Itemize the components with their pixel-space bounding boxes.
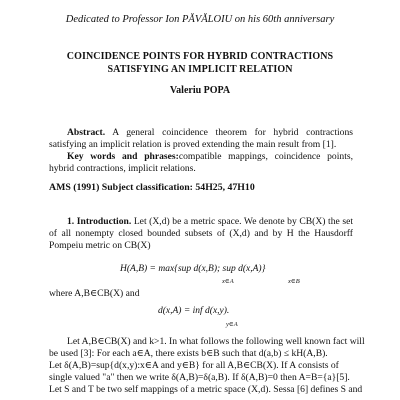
eq1-subscript-2: x∈B [288,278,300,285]
body-line-1: Let A,B∈CB(X) and k>1. In what follows the following well known fact will [67,336,365,347]
abstract-paragraph [49,127,353,151]
introduction-paragraph [49,216,353,252]
body-line-3: Let δ(A,B)=sup{d(x,y):x∈A and y∈B} for all A,B∈CB(X). If A consists of [49,360,339,371]
title-line-1: COINCIDENCE POINTS FOR HYBRID CONTRACTIONS [66,51,334,62]
keywords-paragraph [49,151,353,175]
body-line-4: single valued "a" then we write δ(A,B)=δ(a,B). If δ(A,B)=0 then A=B={a}[5]. [49,372,350,383]
body-line-2: be used [3]: For each a∈A, there exists b∈B such that d(a,b) ≤ kH(A,B). [49,348,328,359]
body-line-5: Let S and T be two self mappings of a metric space (X,d). Sessa [6] defines S and [49,384,363,395]
dedication: Dedicated to Professor Ion PĂVĂLOIU on his 60th anniversary [65,14,335,25]
hausdorff-equation: H(A,B) = max{sup d(x,B); sup d(x,A)} [120,264,266,274]
eq2-subscript: y∈A [226,321,238,328]
abstract-text: A general coincidence theorem for hybrid contractions satisfying an implicit relation is proved extending the main result from [1]. [49,127,353,150]
intro-label: 1. Introduction. [67,216,132,227]
author-name: Valeriu POPA [169,85,231,96]
where-line: where A,B∈CB(X) and [49,288,140,299]
distance-equation: d(x,A) = inf d(x,y). [158,306,230,316]
title-line-2: SATISFYING AN IMPLICIT RELATION [107,64,293,75]
keywords-label: Key words and phrases: [67,151,179,162]
keywords-text: compatible mappings, coincidence points, hybrid contractions, implicit relations. [49,151,353,174]
abstract-label: Abstract. [67,127,106,138]
eq1-subscript-1: x∈A [222,278,234,285]
intro-text: Let (X,d) be a metric space. We denote by CB(X) the set of all nonempty closed bounded subsets of (X,d) and by H the Hausdorff Pompeiu metric on CB(X) [49,216,353,251]
paper-title [0,50,400,76]
ams-classification: AMS (1991) Subject classification: 54H25, 47H10 [49,182,255,193]
